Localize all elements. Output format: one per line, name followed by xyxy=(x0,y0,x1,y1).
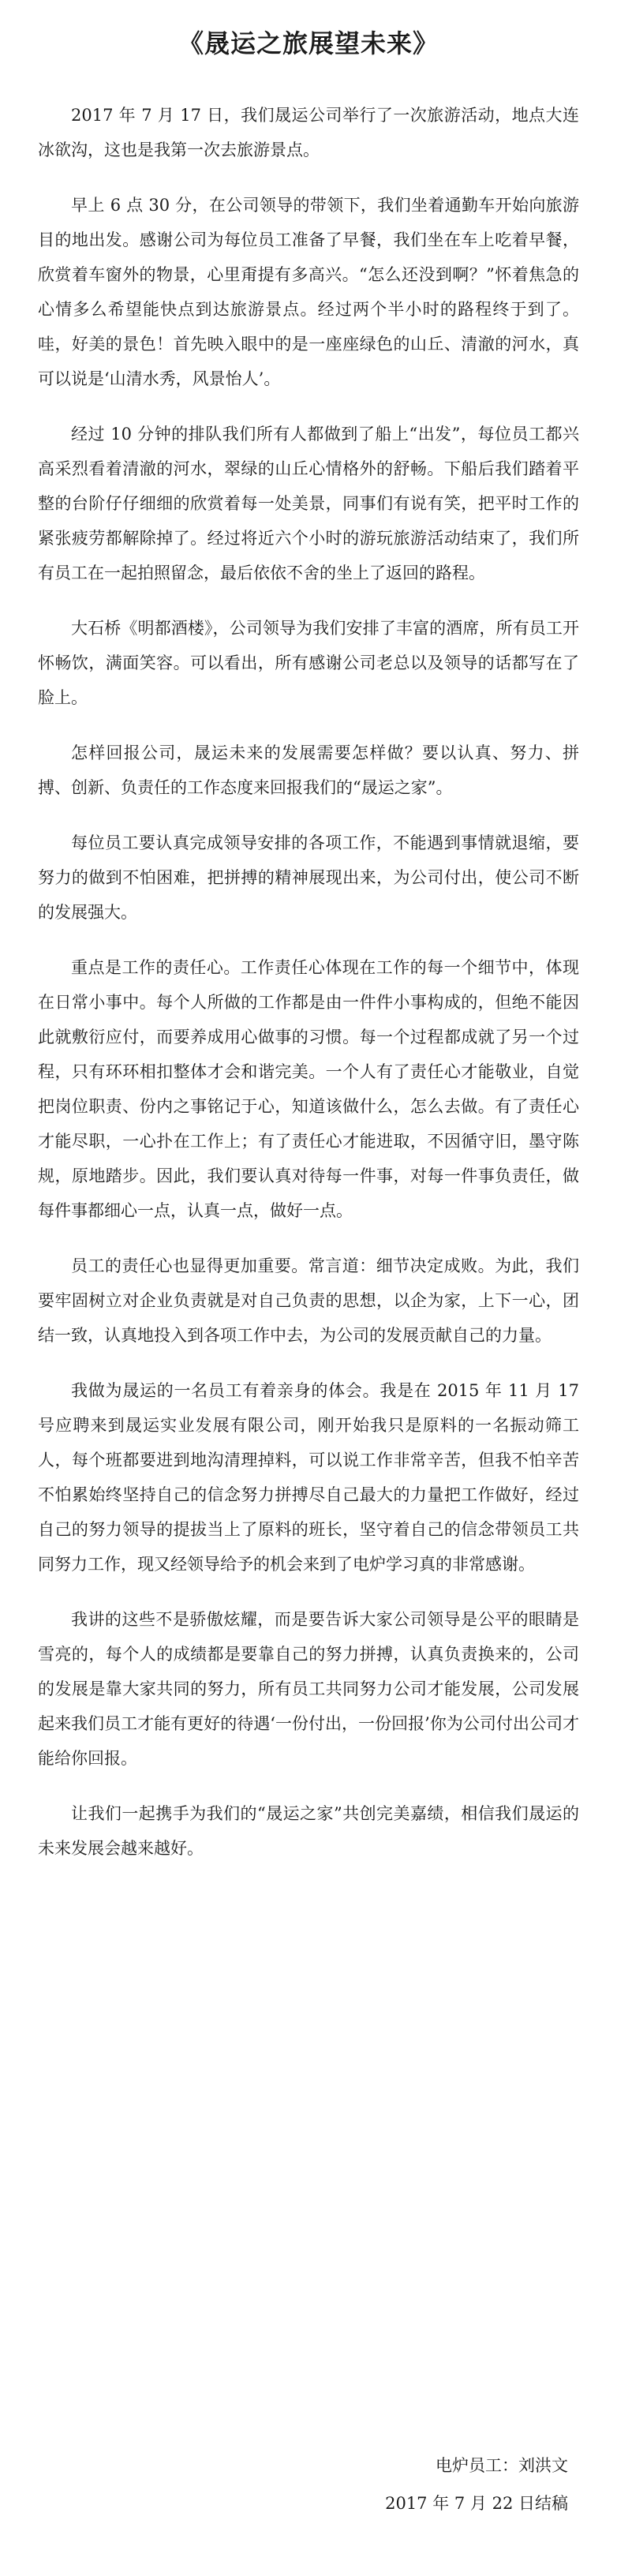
document-body xyxy=(38,98,579,1886)
paragraph: 大石桥《明都酒楼》，公司领导为我们安排了丰富的酒席，所有员工开怀畅饮，满面笑容。可以看出，所有感谢公司老总以及领导的话都写在了脸上。 xyxy=(38,619,579,707)
author-line: 电炉员工：刘洪文 xyxy=(436,2456,568,2475)
paragraph: 让我们一起携手为我们的“晟运之家”共创完美嘉绩，相信我们晟运的未来发展会越来越好。 xyxy=(38,1804,579,1858)
paragraph: 早上 6 点 30 分，在公司领导的带领下，我们坐着通勤车开始向旅游目的地出发。感谢公司为每位员工准备了早餐，我们坐在车上吃着早餐，欣赏着车窗外的物景，心里甭提有多高兴。“怎么还没到啊？”怀着焦急的心情多么希望能快点到达旅游景点。经过两个半小时的路程终于到了。哇，好美的景色！首先映入眼中的是一座座绿色的山丘、清澈的河水，真可以说是‘山清水秀，风景怡人’。 xyxy=(38,196,579,388)
date-line: 2017 年 7 月 22 日结稿 xyxy=(385,2494,568,2513)
paragraph: 经过 10 分钟的排队我们所有人都做到了船上“出发”，每位员工都兴高采烈看着清澈的河水，翠绿的山丘心情格外的舒畅。下船后我们踏着平整的台阶仔仔细细的欣赏着每一处美景，同事们有说有笑，把平时工作的紧张疲劳都解除掉了。经过将近六个小时的游玩旅游活动结束了，我们所有员工在一起拍照留念，最后依依不舍的坐上了返回的路程。 xyxy=(38,425,579,582)
document-title: 《晟运之旅展望未来》 xyxy=(178,28,439,58)
signature-block xyxy=(308,2447,568,2522)
paragraph: 每位员工要认真完成领导安排的各项工作，不能遇到事情就退缩，要努力的做到不怕困难，把拼搏的精神展现出来，为公司付出，使公司不断的发展强大。 xyxy=(38,833,579,922)
paragraph: 我做为晟运的一名员工有着亲身的体会。我是在 2015 年 11 月 17 号应聘来到晟运实业发展有限公司，刚开始我只是原料的一名振动筛工人，每个班都要进到地沟清理掉料，可以说工作非常辛苦，但我不怕辛苦不怕累始终坚持自己的信念努力拼搏尽自己最大的力量把工作做好，经过自己的努力领导的提拔当上了原料的班长，坚守着自己的信念带领员工共同努力工作，现又经领导给予的机会来到了电炉学习真的非常感谢。 xyxy=(38,1381,579,1574)
paragraph: 重点是工作的责任心。工作责任心体现在工作的每一个细节中，体现在日常小事中。每个人所做的工作都是由一件件小事构成的，但绝不能因此就敷衍应付，而要养成用心做事的习惯。每一个过程都成就了另一个过程，只有环环相扣整体才会和谐完美。一个人有了责任心才能敬业，自觉把岗位职责、份内之事铭记于心，知道该做什么，怎么去做。有了责任心才能尽职，一心扑在工作上；有了责任心才能进取，不因循守旧，墨守陈规，原地踏步。因此，我们要认真对待每一件事，对每一件事负责任，做每件事都细心一点，认真一点，做好一点。 xyxy=(38,958,579,1220)
paragraph: 2017 年 7 月 17 日，我们晟运公司举行了一次旅游活动，地点大连冰欲沟，这也是我第一次去旅游景点。 xyxy=(38,106,579,159)
paragraph: 怎样回报公司，晟运未来的发展需要怎样做？要以认真、努力、拼搏、创新、负责任的工作态度来回报我们的“晟运之家”。 xyxy=(38,743,579,797)
paragraph: 我讲的这些不是骄傲炫耀，而是要告诉大家公司领导是公平的眼睛是雪亮的，每个人的成绩都是要靠自己的努力拼搏，认真负责换来的，公司的发展是靠大家共同的努力，所有员工共同努力公司才能发展，公司发展起来我们员工才能有更好的待遇‘一份付出，一份回报’你为公司付出公司才能给你回报。 xyxy=(38,1610,579,1768)
paragraph: 员工的责任心也显得更加重要。常言道：细节决定成败。为此，我们要牢固树立对企业负责就是对自己负责的思想，以企为家，上下一心，团结一致，认真地投入到各项工作中去，为公司的发展贡献自己的力量。 xyxy=(38,1256,579,1345)
